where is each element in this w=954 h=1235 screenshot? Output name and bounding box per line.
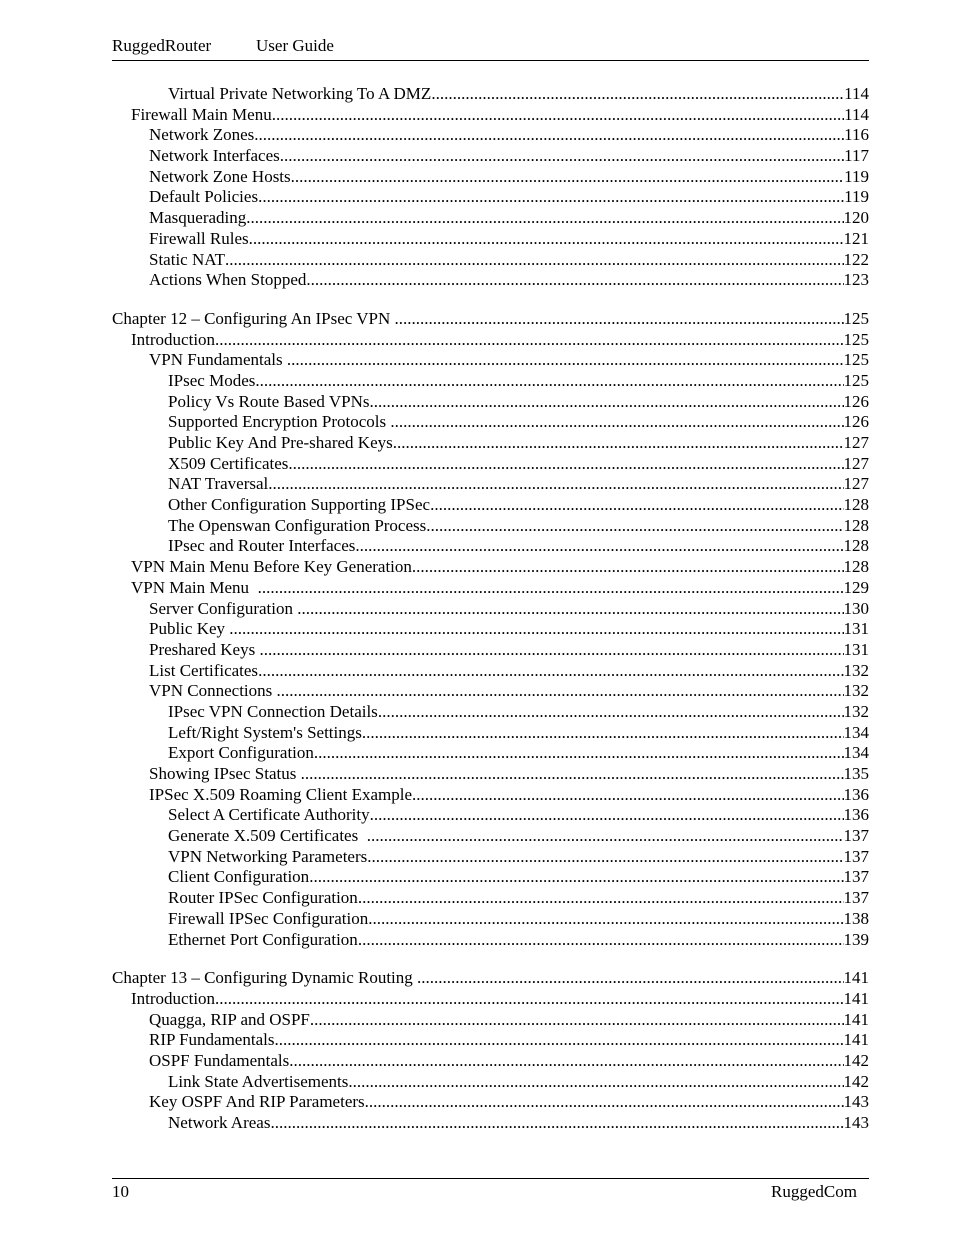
- dot-leader: [287, 350, 844, 371]
- dot-leader: [370, 805, 844, 826]
- toc-entry-label: The Openswan Configuration Process: [168, 515, 427, 535]
- toc-entry-label: Ethernet Port Configuration: [168, 929, 358, 949]
- dot-leader: [225, 250, 843, 271]
- toc-entry-page: 141: [843, 988, 869, 1008]
- dot-leader: [288, 454, 843, 475]
- toc-entry[interactable]: [112, 681, 869, 702]
- toc-entry-page: 134: [843, 743, 869, 763]
- toc-entry-label: Quagga, RIP and OSPF: [149, 1009, 310, 1029]
- toc-entry-page: 135: [843, 764, 869, 783]
- dot-leader: [430, 495, 843, 516]
- toc-entry-label: Firewall Rules: [149, 228, 249, 248]
- toc-entry[interactable]: [112, 454, 869, 475]
- dot-leader: [355, 536, 843, 557]
- toc-entry-page: 119: [844, 187, 869, 207]
- toc-entry[interactable]: [112, 702, 869, 723]
- toc-entry-page: 128: [843, 557, 869, 577]
- toc-entry-label: Select A Certificate Authority: [168, 805, 370, 825]
- toc-entry-label: VPN Fundamentals: [149, 350, 287, 370]
- toc-entry-label: IPsec VPN Connection Details: [168, 701, 378, 721]
- toc-entry-label: Showing IPsec Status: [149, 764, 301, 783]
- toc-entry[interactable]: [112, 826, 869, 847]
- toc-entry-page: 143: [843, 1113, 869, 1132]
- dot-leader: [297, 599, 843, 620]
- toc-entry-page: 127: [843, 474, 869, 494]
- toc-entry-page: 131: [843, 619, 869, 639]
- toc-entry-page: 128: [843, 515, 869, 535]
- dot-leader: [417, 968, 843, 989]
- dot-leader: [348, 1072, 843, 1093]
- toc-entry-label: Generate X.509 Certificates: [168, 826, 367, 846]
- toc-entry[interactable]: [112, 888, 869, 909]
- dot-leader: [215, 330, 843, 351]
- toc-entry[interactable]: [112, 474, 869, 495]
- toc-entry[interactable]: [112, 989, 869, 1010]
- toc-entry-label: Actions When Stopped: [149, 270, 307, 290]
- toc-entry[interactable]: [112, 661, 869, 682]
- toc-entry-page: 123: [843, 270, 869, 290]
- toc-entry[interactable]: [112, 536, 869, 557]
- dot-leader: [362, 723, 844, 744]
- toc-entry[interactable]: [112, 516, 869, 537]
- toc-entry-label: Policy Vs Route Based VPNs: [168, 391, 370, 411]
- toc-entry-label: Preshared Keys: [149, 639, 260, 659]
- toc-entry-label: NAT Traversal: [168, 474, 269, 494]
- toc-entry-label: VPN Connections: [149, 681, 277, 701]
- dot-leader: [258, 578, 844, 599]
- toc-entry-label: Server Configuration: [149, 598, 298, 618]
- toc-entry-page: 119: [844, 166, 869, 186]
- toc-entry-label: Chapter 13 – Configuring Dynamic Routing: [112, 968, 418, 988]
- toc-entry-label: Firewall Main Menu: [131, 104, 272, 124]
- dot-leader: [393, 433, 844, 454]
- dot-leader: [270, 1113, 843, 1134]
- toc-entry[interactable]: [112, 557, 869, 578]
- dot-leader: [277, 681, 844, 702]
- toc-entry-label: VPN Main Menu Before Key Generation: [131, 557, 412, 577]
- dot-leader: [274, 1030, 843, 1051]
- toc-entry[interactable]: [112, 1010, 869, 1031]
- toc-entry-label: Chapter 12 – Configuring An IPsec VPN: [112, 308, 395, 328]
- dot-leader: [255, 371, 843, 392]
- dot-leader: [395, 309, 844, 330]
- toc-entry[interactable]: [112, 723, 869, 744]
- toc-entry-label: IPsec Modes: [168, 370, 256, 390]
- toc-entry-page: 125: [843, 308, 869, 328]
- toc-entry[interactable]: [112, 867, 869, 888]
- dot-leader: [289, 1051, 843, 1072]
- toc-entry-label: Static NAT: [149, 249, 226, 269]
- toc-entry-label: Public Key And Pre-shared Keys: [168, 433, 393, 452]
- dot-leader: [272, 105, 844, 126]
- dot-leader: [280, 146, 844, 167]
- toc-entry[interactable]: [112, 84, 869, 105]
- toc-entry[interactable]: [112, 743, 869, 764]
- toc-entry[interactable]: [112, 309, 869, 330]
- toc-entry-label: Introduction: [131, 329, 216, 349]
- dot-leader: [390, 412, 843, 433]
- toc-entry-label: VPN Main Menu: [131, 577, 258, 597]
- toc-entry-label: X509 Certificates: [168, 453, 289, 473]
- toc-entry-page: 141: [843, 1030, 869, 1050]
- toc-entry[interactable]: [112, 187, 869, 208]
- toc-entry-page: 138: [843, 908, 869, 928]
- dot-leader: [431, 84, 844, 105]
- toc-entry-label: Firewall IPSec Configuration: [168, 908, 369, 928]
- toc-entry[interactable]: [112, 167, 869, 188]
- dot-leader: [365, 1092, 844, 1113]
- dot-leader: [358, 888, 844, 909]
- toc-entry[interactable]: [112, 229, 869, 250]
- dot-leader: [268, 474, 843, 495]
- toc-entry-page: 143: [843, 1092, 869, 1112]
- toc-entry-label: Network Zone Hosts: [149, 166, 291, 186]
- toc-entry[interactable]: [112, 909, 869, 930]
- dot-leader: [246, 208, 843, 229]
- dot-leader: [310, 1010, 844, 1031]
- toc-entry-label: Supported Encryption Protocols: [168, 412, 391, 432]
- toc-entry-page: 142: [843, 1071, 869, 1091]
- toc-entry[interactable]: [112, 930, 869, 951]
- toc-entry[interactable]: [112, 640, 869, 661]
- toc-entry[interactable]: [112, 1113, 869, 1134]
- dot-leader: [368, 909, 843, 930]
- toc-entry-page: 132: [843, 701, 869, 721]
- toc-entry[interactable]: [112, 847, 869, 868]
- toc-entry[interactable]: [112, 125, 869, 146]
- toc-entry-page: 136: [843, 784, 869, 804]
- toc-entry-page: 125: [843, 350, 869, 370]
- dot-leader: [215, 989, 843, 1010]
- toc-entry[interactable]: [112, 146, 869, 167]
- toc-entry-label: IPSec X.509 Roaming Client Example: [149, 784, 412, 804]
- toc-entry-label: Router IPSec Configuration: [168, 888, 358, 908]
- toc-entry-page: 141: [843, 968, 869, 988]
- toc-entry[interactable]: [112, 1092, 869, 1113]
- toc-entry-page: 137: [843, 867, 869, 887]
- page-number: 10: [112, 1182, 129, 1201]
- toc-entry-label: List Certificates: [149, 660, 259, 680]
- toc-entry-label: VPN Networking Parameters: [168, 846, 368, 866]
- toc-entry[interactable]: [112, 412, 869, 433]
- toc-entry-page: 141: [843, 1009, 869, 1029]
- table-of-contents: [112, 84, 869, 1134]
- toc-entry[interactable]: [112, 208, 869, 229]
- toc-entry-label: Masquerading: [149, 208, 247, 228]
- dot-leader: [412, 785, 844, 806]
- toc-entry-page: 127: [843, 433, 869, 452]
- toc-entry-page: 121: [843, 228, 869, 248]
- page-header: [112, 36, 869, 61]
- toc-entry-page: 125: [843, 370, 869, 390]
- toc-entry[interactable]: [112, 578, 869, 599]
- dot-leader: [249, 229, 844, 250]
- toc-entry-label: Client Configuration: [168, 867, 310, 887]
- toc-entry-page: 129: [843, 577, 869, 597]
- dot-leader: [358, 930, 844, 951]
- toc-entry-label: IPsec and Router Interfaces: [168, 536, 356, 556]
- footer-brand: RuggedCom: [771, 1182, 857, 1201]
- toc-entry-page: 114: [844, 84, 869, 103]
- toc-entry-page: 136: [843, 805, 869, 825]
- dot-leader: [378, 702, 844, 723]
- toc-entry-label: Introduction: [131, 988, 216, 1008]
- toc-entry[interactable]: [112, 495, 869, 516]
- toc-entry[interactable]: [112, 1051, 869, 1072]
- dot-leader: [309, 867, 843, 888]
- toc-entry-page: 127: [843, 453, 869, 473]
- toc-entry[interactable]: [112, 371, 869, 392]
- toc-entry-label: Network Zones: [149, 125, 255, 145]
- toc-entry-label: Virtual Private Networking To A DMZ: [168, 84, 432, 103]
- toc-entry-page: 142: [843, 1050, 869, 1070]
- toc-entry-page: 139: [843, 929, 869, 949]
- dot-leader: [367, 847, 843, 868]
- dot-leader: [259, 640, 843, 661]
- toc-entry-page: 130: [843, 598, 869, 618]
- toc-entry-page: 131: [843, 639, 869, 659]
- toc-entry-label: RIP Fundamentals: [149, 1030, 275, 1050]
- toc-entry-label: Public Key: [149, 619, 230, 639]
- header-product: RuggedRouter: [112, 36, 212, 55]
- dot-leader: [291, 167, 844, 188]
- toc-entry-label: Left/Right System's Settings: [168, 722, 362, 742]
- toc-entry-page: 134: [843, 722, 869, 742]
- toc-entry-page: 128: [843, 536, 869, 556]
- dot-leader: [301, 764, 844, 785]
- toc-entry[interactable]: [112, 619, 869, 640]
- dot-leader: [258, 187, 844, 208]
- toc-entry[interactable]: [112, 330, 869, 351]
- toc-entry-label: Network Interfaces: [149, 146, 280, 166]
- toc-entry[interactable]: [112, 764, 869, 785]
- toc-entry[interactable]: [112, 785, 869, 806]
- header-doc-title: User Guide: [256, 36, 334, 55]
- toc-entry-page: 122: [843, 249, 869, 269]
- toc-entry[interactable]: [112, 1030, 869, 1051]
- dot-leader: [254, 125, 844, 146]
- toc-entry-page: 132: [843, 660, 869, 680]
- toc-entry[interactable]: [112, 599, 869, 620]
- toc-entry-label: Export Configuration: [168, 743, 314, 763]
- dot-leader: [229, 619, 843, 640]
- toc-entry-label: OSPF Fundamentals: [149, 1050, 290, 1070]
- toc-entry-page: 132: [843, 681, 869, 701]
- toc-entry-page: 128: [843, 495, 869, 515]
- toc-entry[interactable]: [112, 350, 869, 371]
- toc-entry-page: 120: [843, 208, 869, 228]
- toc-entry-page: 114: [844, 104, 869, 124]
- toc-entry[interactable]: [112, 392, 869, 413]
- toc-entry[interactable]: [112, 433, 869, 454]
- toc-entry[interactable]: [112, 1072, 869, 1093]
- toc-entry[interactable]: [112, 805, 869, 826]
- dot-leader: [426, 516, 843, 537]
- toc-entry[interactable]: [112, 250, 869, 271]
- toc-entry-label: Key OSPF And RIP Parameters: [149, 1092, 365, 1112]
- dot-leader: [258, 661, 843, 682]
- toc-entry-page: 116: [844, 125, 869, 145]
- dot-leader: [370, 392, 844, 413]
- toc-entry-page: 117: [844, 146, 869, 166]
- toc-entry-page: 137: [843, 826, 869, 846]
- toc-entry[interactable]: [112, 270, 869, 291]
- toc-entry-label: Default Policies: [149, 187, 259, 207]
- toc-entry-page: 126: [843, 391, 869, 411]
- toc-entry-page: 137: [843, 846, 869, 866]
- toc-entry-label: Other Configuration Supporting IPSec: [168, 495, 431, 515]
- toc-entry-page: 125: [843, 329, 869, 349]
- dot-leader: [367, 826, 844, 847]
- toc-entry-label: Network Areas: [168, 1113, 271, 1132]
- toc-entry-page: 137: [843, 888, 869, 908]
- toc-entry[interactable]: [112, 105, 869, 126]
- dot-leader: [314, 743, 844, 764]
- toc-entry-label: Link State Advertisements: [168, 1071, 349, 1091]
- page-footer: [112, 1178, 869, 1207]
- toc-entry-page: 126: [843, 412, 869, 432]
- dot-leader: [306, 270, 843, 291]
- dot-leader: [412, 557, 844, 578]
- toc-entry[interactable]: [112, 968, 869, 989]
